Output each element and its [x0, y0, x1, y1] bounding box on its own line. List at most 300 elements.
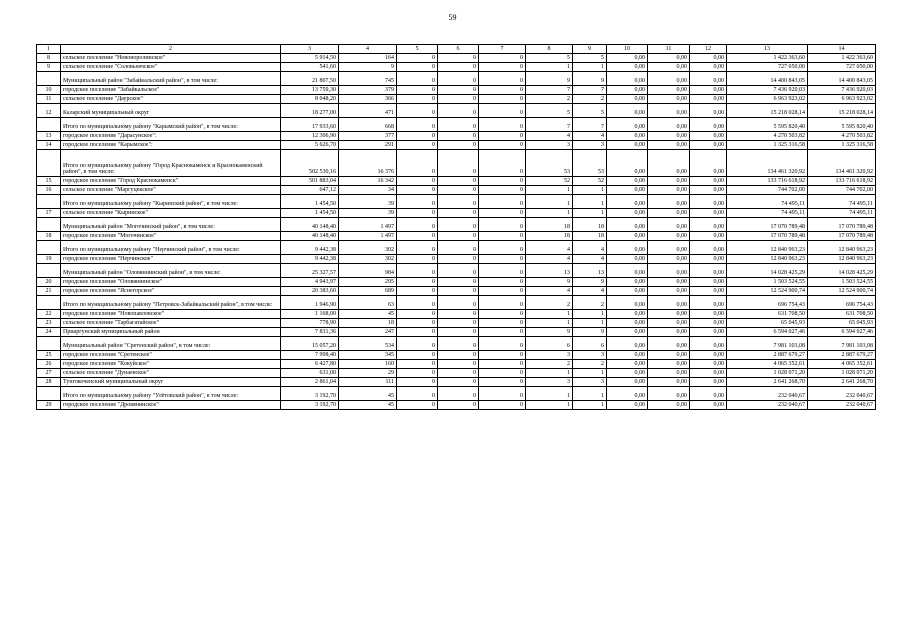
cell-col-11: 0,00	[648, 118, 690, 132]
cell-col-7: 0	[479, 186, 526, 195]
table-row	[37, 141, 876, 150]
cell-col-8: 1	[526, 209, 573, 218]
cell-col-6: 0	[438, 104, 479, 118]
cell-col-11: 0,00	[648, 141, 690, 150]
cell-col-11: 0,00	[648, 296, 690, 310]
cell-col-14: 15 218 028,14	[808, 104, 876, 118]
cell-col-10: 0,00	[607, 132, 648, 141]
cell-col-6: 0	[438, 209, 479, 218]
table-row	[37, 369, 876, 378]
cell-col-14: 7 981 103,08	[808, 337, 876, 351]
cell-col-10: 0,00	[607, 95, 648, 104]
cell-col-4: 29	[339, 369, 397, 378]
cell-col-10: 0,00	[607, 296, 648, 310]
cell-col-12: 0,00	[690, 209, 727, 218]
row-number: 13	[37, 132, 61, 141]
row-number	[37, 241, 61, 255]
cell-col-9: 9	[573, 278, 607, 287]
cell-col-12: 0,00	[690, 296, 727, 310]
column-header-13: 13	[727, 45, 808, 54]
cell-col-10: 0,00	[607, 351, 648, 360]
cell-col-7: 0	[479, 104, 526, 118]
cell-col-5: 0	[397, 232, 438, 241]
cell-col-7: 0	[479, 132, 526, 141]
cell-col-11: 0,00	[648, 209, 690, 218]
cell-col-12: 0,00	[690, 255, 727, 264]
cell-col-13: 1 503 524,55	[727, 278, 808, 287]
cell-col-6: 0	[438, 141, 479, 150]
cell-col-7: 0	[479, 401, 526, 410]
cell-col-9: 1	[573, 401, 607, 410]
cell-col-13: 7 436 920,03	[727, 86, 808, 95]
cell-col-14: 134 461 320,92	[808, 150, 876, 177]
cell-col-6: 0	[438, 296, 479, 310]
table-row	[37, 360, 876, 369]
cell-col-14: 14 028 425,29	[808, 264, 876, 278]
cell-col-6: 0	[438, 255, 479, 264]
cell-col-3: 647,12	[281, 186, 339, 195]
cell-col-7: 0	[479, 195, 526, 209]
row-name: городское поселение "Оловяннинское"	[61, 278, 281, 287]
cell-col-3: 2 861,04	[281, 378, 339, 387]
row-number: 23	[37, 319, 61, 328]
cell-col-11: 0,00	[648, 72, 690, 86]
cell-col-11: 0,00	[648, 328, 690, 337]
cell-col-14: 7 436 920,03	[808, 86, 876, 95]
cell-col-14: 74 495,11	[808, 195, 876, 209]
cell-col-3: 20 383,60	[281, 287, 339, 296]
table-row	[37, 401, 876, 410]
cell-col-6: 0	[438, 337, 479, 351]
table-row	[37, 177, 876, 186]
cell-col-9: 1	[573, 310, 607, 319]
cell-col-4: 366	[339, 95, 397, 104]
cell-col-6: 0	[438, 351, 479, 360]
cell-col-13: 727 050,00	[727, 63, 808, 72]
cell-col-8: 18	[526, 218, 573, 232]
cell-col-12: 0,00	[690, 328, 727, 337]
cell-col-11: 0,00	[648, 132, 690, 141]
cell-col-3: 3 192,70	[281, 387, 339, 401]
cell-col-9: 18	[573, 232, 607, 241]
cell-col-13: 7 981 103,08	[727, 337, 808, 351]
cell-col-9: 3	[573, 378, 607, 387]
cell-col-12: 0,00	[690, 177, 727, 186]
row-name: городское поселение "Забайкальское"	[61, 86, 281, 95]
cell-col-11: 0,00	[648, 104, 690, 118]
cell-col-11: 0,00	[648, 378, 690, 387]
cell-col-9: 4	[573, 255, 607, 264]
cell-col-3: 631,00	[281, 369, 339, 378]
cell-col-4: 984	[339, 264, 397, 278]
cell-col-11: 0,00	[648, 241, 690, 255]
cell-col-12: 0,00	[690, 232, 727, 241]
table-row	[37, 351, 876, 360]
cell-col-4: 160	[339, 360, 397, 369]
cell-col-3: 15 057,20	[281, 337, 339, 351]
cell-col-4: 164	[339, 54, 397, 63]
cell-col-14: 631 708,50	[808, 310, 876, 319]
row-name: городское поселение "Сретенское"	[61, 351, 281, 360]
cell-col-10: 0,00	[607, 186, 648, 195]
cell-col-14: 74 495,11	[808, 209, 876, 218]
cell-col-12: 0,00	[690, 104, 727, 118]
cell-col-3: 18 277,00	[281, 104, 339, 118]
cell-col-7: 0	[479, 328, 526, 337]
cell-col-11: 0,00	[648, 401, 690, 410]
cell-col-10: 0,00	[607, 150, 648, 177]
row-name: Муниципальный район "Забайкальский район", в том числе:	[61, 72, 281, 86]
cell-col-14: 2 887 679,27	[808, 351, 876, 360]
cell-col-10: 0,00	[607, 360, 648, 369]
row-name: Муниципальный район "Сретенский район", в том числе:	[61, 337, 281, 351]
cell-col-10: 0,00	[607, 264, 648, 278]
cell-col-3: 501 883,04	[281, 177, 339, 186]
cell-col-5: 0	[397, 387, 438, 401]
cell-col-5: 0	[397, 351, 438, 360]
row-number: 9	[37, 63, 61, 72]
cell-col-8: 3	[526, 141, 573, 150]
cell-col-5: 0	[397, 209, 438, 218]
row-name: сельское поселение "Маргуцекское"	[61, 186, 281, 195]
cell-col-4: 39	[339, 209, 397, 218]
cell-col-11: 0,00	[648, 195, 690, 209]
cell-col-4: 39	[339, 195, 397, 209]
cell-col-4: 377	[339, 132, 397, 141]
cell-col-7: 0	[479, 387, 526, 401]
cell-col-12: 0,00	[690, 54, 727, 63]
cell-col-4: 295	[339, 278, 397, 287]
cell-col-10: 0,00	[607, 232, 648, 241]
cell-col-14: 2 641 268,70	[808, 378, 876, 387]
column-header-6: 6	[438, 45, 479, 54]
cell-col-8: 53	[526, 150, 573, 177]
cell-col-12: 0,00	[690, 387, 727, 401]
cell-col-13: 2 887 679,27	[727, 351, 808, 360]
table-row	[37, 63, 876, 72]
data-table	[36, 44, 876, 410]
row-number: 19	[37, 255, 61, 264]
row-number: 24	[37, 328, 61, 337]
row-name: Итого по муниципальному району "Петровск-Забайкальский район", в том числе:	[61, 296, 281, 310]
row-name: городское поселение "Город Краснокаменск"	[61, 177, 281, 186]
cell-col-14: 1 503 524,55	[808, 278, 876, 287]
cell-col-11: 0,00	[648, 278, 690, 287]
row-number: 28	[37, 378, 61, 387]
cell-col-14: 744 702,00	[808, 186, 876, 195]
cell-col-7: 0	[479, 72, 526, 86]
cell-col-9: 1	[573, 369, 607, 378]
cell-col-10: 0,00	[607, 118, 648, 132]
cell-col-8: 1	[526, 195, 573, 209]
cell-col-13: 5 595 820,40	[727, 118, 808, 132]
cell-col-9: 7	[573, 118, 607, 132]
row-number: 14	[37, 141, 61, 150]
row-name: сельское поселение "Новоноролинское"	[61, 54, 281, 63]
cell-col-9: 9	[573, 72, 607, 86]
cell-col-4: 45	[339, 387, 397, 401]
cell-col-3: 541,60	[281, 63, 339, 72]
cell-col-11: 0,00	[648, 264, 690, 278]
cell-col-3: 5 626,70	[281, 141, 339, 150]
cell-col-14: 6 963 923,02	[808, 95, 876, 104]
cell-col-8: 2	[526, 360, 573, 369]
cell-col-9: 2	[573, 95, 607, 104]
row-name: Приаргунский муниципальный район	[61, 328, 281, 337]
row-name: сельское поселение "Даурское"	[61, 95, 281, 104]
cell-col-14: 696 754,43	[808, 296, 876, 310]
column-header-4: 4	[339, 45, 397, 54]
table-row	[37, 255, 876, 264]
cell-col-6: 0	[438, 378, 479, 387]
table-row	[37, 378, 876, 387]
cell-col-14: 12 524 900,74	[808, 287, 876, 296]
row-name: Итого по муниципальному району "Улётовский район", в том числе:	[61, 387, 281, 401]
row-name: сельское поселение "Соловьевчское"	[61, 63, 281, 72]
cell-col-3: 9 442,38	[281, 241, 339, 255]
table-row	[37, 186, 876, 195]
cell-col-10: 0,00	[607, 54, 648, 63]
cell-col-13: 12 840 963,23	[727, 241, 808, 255]
table-row	[37, 232, 876, 241]
cell-col-11: 0,00	[648, 310, 690, 319]
row-number: 20	[37, 278, 61, 287]
cell-col-8: 3	[526, 351, 573, 360]
cell-col-6: 0	[438, 328, 479, 337]
cell-col-12: 0,00	[690, 186, 727, 195]
table-row	[37, 118, 876, 132]
cell-col-13: 74 495,11	[727, 209, 808, 218]
cell-col-7: 0	[479, 351, 526, 360]
cell-col-7: 0	[479, 118, 526, 132]
cell-col-6: 0	[438, 232, 479, 241]
cell-col-8: 18	[526, 232, 573, 241]
cell-col-8: 3	[526, 378, 573, 387]
cell-col-4: 247	[339, 328, 397, 337]
cell-col-4: 18	[339, 319, 397, 328]
cell-col-3: 21 807,50	[281, 72, 339, 86]
cell-col-8: 1	[526, 387, 573, 401]
cell-col-3: 7 831,36	[281, 328, 339, 337]
cell-col-13: 15 218 028,14	[727, 104, 808, 118]
row-number	[37, 387, 61, 401]
table-row	[37, 241, 876, 255]
row-number: 21	[37, 287, 61, 296]
row-name: Тунгокоченский муниципальный округ	[61, 378, 281, 387]
row-name: сельское поселение "Дунаевское"	[61, 369, 281, 378]
cell-col-11: 0,00	[648, 319, 690, 328]
cell-col-7: 0	[479, 360, 526, 369]
cell-col-7: 0	[479, 54, 526, 63]
cell-col-7: 0	[479, 369, 526, 378]
row-number: 15	[37, 177, 61, 186]
cell-col-3: 12 306,90	[281, 132, 339, 141]
cell-col-4: 34	[339, 186, 397, 195]
cell-col-13: 4 065 352,61	[727, 360, 808, 369]
cell-col-3: 1 168,00	[281, 310, 339, 319]
cell-col-7: 0	[479, 319, 526, 328]
row-name: городское поселение "Дровянинское"	[61, 401, 281, 410]
cell-col-13: 12 840 963,23	[727, 255, 808, 264]
cell-col-5: 0	[397, 264, 438, 278]
cell-col-4: 689	[339, 287, 397, 296]
cell-col-4: 668	[339, 118, 397, 132]
cell-col-13: 134 461 320,92	[727, 150, 808, 177]
cell-col-13: 6 963 923,02	[727, 95, 808, 104]
cell-col-8: 2	[526, 296, 573, 310]
cell-col-11: 0,00	[648, 337, 690, 351]
cell-col-10: 0,00	[607, 104, 648, 118]
table-row	[37, 195, 876, 209]
row-name: Муниципальный район "Могочинский район", в том числе:	[61, 218, 281, 232]
cell-col-7: 0	[479, 296, 526, 310]
cell-col-7: 0	[479, 95, 526, 104]
cell-col-13: 631 708,50	[727, 310, 808, 319]
cell-col-11: 0,00	[648, 54, 690, 63]
page-number: 59	[448, 13, 457, 22]
cell-col-10: 0,00	[607, 387, 648, 401]
cell-col-9: 5	[573, 54, 607, 63]
cell-col-12: 0,00	[690, 95, 727, 104]
cell-col-10: 0,00	[607, 310, 648, 319]
cell-col-6: 0	[438, 241, 479, 255]
cell-col-5: 0	[397, 296, 438, 310]
row-name: сельское поселение "Тарбагатайское"	[61, 319, 281, 328]
cell-col-6: 0	[438, 319, 479, 328]
cell-col-13: 6 594 027,46	[727, 328, 808, 337]
table-row	[37, 264, 876, 278]
cell-col-4: 291	[339, 141, 397, 150]
cell-col-9: 18	[573, 218, 607, 232]
table-row	[37, 310, 876, 319]
table-row	[37, 132, 876, 141]
cell-col-8: 1	[526, 186, 573, 195]
cell-col-11: 0,00	[648, 287, 690, 296]
column-header-2: 2	[61, 45, 281, 54]
cell-col-3: 8 048,20	[281, 95, 339, 104]
cell-col-9: 2	[573, 360, 607, 369]
cell-col-9: 7	[573, 86, 607, 95]
cell-col-3: 1 946,90	[281, 296, 339, 310]
row-name: городское поселение "Яснегорское"	[61, 287, 281, 296]
table-row	[37, 104, 876, 118]
row-number	[37, 264, 61, 278]
cell-col-11: 0,00	[648, 177, 690, 186]
cell-col-3: 4 943,97	[281, 278, 339, 287]
cell-col-3: 17 933,60	[281, 118, 339, 132]
row-name: Итого по муниципальному району "Город Краснокаменск и Краснокаменский район", в том числе:	[61, 150, 281, 177]
cell-col-9: 53	[573, 150, 607, 177]
cell-col-8: 5	[526, 54, 573, 63]
cell-col-10: 0,00	[607, 278, 648, 287]
cell-col-8: 1	[526, 319, 573, 328]
cell-col-8: 1	[526, 310, 573, 319]
cell-col-7: 0	[479, 310, 526, 319]
cell-col-9: 4	[573, 287, 607, 296]
row-number: 26	[37, 360, 61, 369]
cell-col-8: 4	[526, 132, 573, 141]
cell-col-9: 4	[573, 132, 607, 141]
row-number: 10	[37, 86, 61, 95]
cell-col-8: 4	[526, 287, 573, 296]
cell-col-12: 0,00	[690, 72, 727, 86]
cell-col-13: 744 702,00	[727, 186, 808, 195]
row-number	[37, 218, 61, 232]
table-row	[37, 287, 876, 296]
cell-col-12: 0,00	[690, 118, 727, 132]
cell-col-10: 0,00	[607, 337, 648, 351]
table-row	[37, 54, 876, 63]
row-name: городское поселение "Дарасунское":	[61, 132, 281, 141]
cell-col-12: 0,00	[690, 360, 727, 369]
cell-col-4: 534	[339, 337, 397, 351]
cell-col-9: 2	[573, 296, 607, 310]
table-row	[37, 150, 876, 177]
cell-col-7: 0	[479, 255, 526, 264]
row-number: 17	[37, 209, 61, 218]
cell-col-3: 9 442,38	[281, 255, 339, 264]
row-name: городское поселение "Кокуйское"	[61, 360, 281, 369]
row-name: сельское поселение "Кыринское"	[61, 209, 281, 218]
cell-col-5: 0	[397, 54, 438, 63]
cell-col-13: 1 422 363,60	[727, 54, 808, 63]
table-row	[37, 86, 876, 95]
row-name: Муниципальный район "Оловяннинский район", в том числе:	[61, 264, 281, 278]
cell-col-11: 0,00	[648, 232, 690, 241]
column-header-9: 9	[573, 45, 607, 54]
cell-col-10: 0,00	[607, 177, 648, 186]
cell-col-5: 0	[397, 86, 438, 95]
cell-col-5: 0	[397, 319, 438, 328]
cell-col-3: 25 327,57	[281, 264, 339, 278]
column-header-11: 11	[648, 45, 690, 54]
cell-col-10: 0,00	[607, 72, 648, 86]
cell-col-11: 0,00	[648, 150, 690, 177]
cell-col-4: 379	[339, 86, 397, 95]
cell-col-11: 0,00	[648, 360, 690, 369]
cell-col-14: 1 028 071,20	[808, 369, 876, 378]
cell-col-3: 502 530,16	[281, 150, 339, 177]
cell-col-5: 0	[397, 63, 438, 72]
cell-col-4: 302	[339, 241, 397, 255]
row-number: 8	[37, 54, 61, 63]
cell-col-4: 1 497	[339, 232, 397, 241]
cell-col-6: 0	[438, 278, 479, 287]
cell-col-12: 0,00	[690, 378, 727, 387]
cell-col-8: 7	[526, 86, 573, 95]
cell-col-5: 0	[397, 255, 438, 264]
cell-col-13: 133 716 618,92	[727, 177, 808, 186]
cell-col-4: 9	[339, 63, 397, 72]
cell-col-14: 17 070 789,48	[808, 232, 876, 241]
cell-col-9: 1	[573, 209, 607, 218]
cell-col-6: 0	[438, 54, 479, 63]
row-number	[37, 337, 61, 351]
cell-col-5: 0	[397, 195, 438, 209]
table-row	[37, 278, 876, 287]
row-name: городское поселение "Новопавловское"	[61, 310, 281, 319]
table-row	[37, 218, 876, 232]
cell-col-13: 696 754,43	[727, 296, 808, 310]
cell-col-14: 5 595 820,40	[808, 118, 876, 132]
cell-col-5: 0	[397, 278, 438, 287]
cell-col-14: 65 045,93	[808, 319, 876, 328]
cell-col-11: 0,00	[648, 369, 690, 378]
cell-col-4: 302	[339, 255, 397, 264]
cell-col-6: 0	[438, 387, 479, 401]
cell-col-6: 0	[438, 369, 479, 378]
cell-col-13: 17 070 789,48	[727, 232, 808, 241]
